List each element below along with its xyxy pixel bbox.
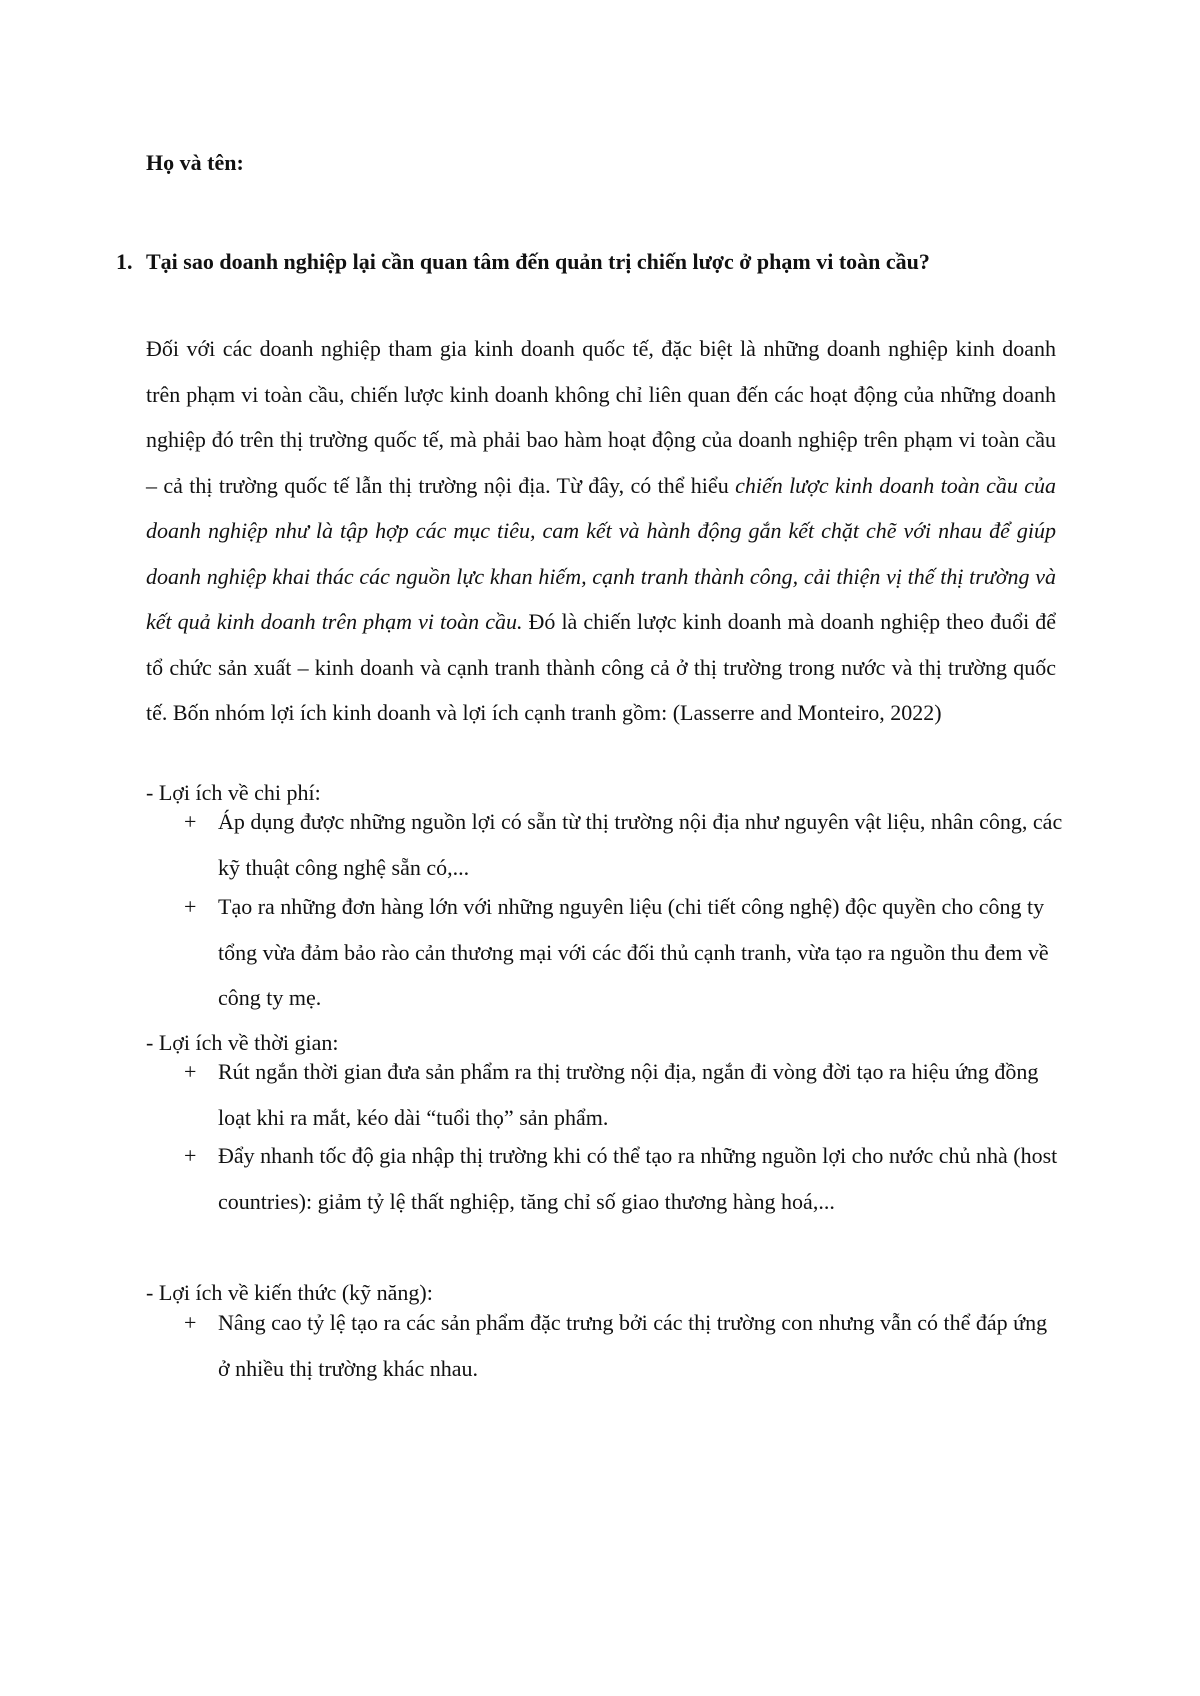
benefit-title-cost: - Lợi ích về chi phí: — [146, 780, 321, 805]
bullet-mark: + — [184, 1310, 197, 1335]
answer-text-part2: Đó là chiến lược kinh doanh mà doanh nghiệp theo đuổi để tổ chức sản xuất – kinh doanh và cạnh tranh thành công cả ở thị trường trong nước và thị trường quốc tế. Bốn nhóm lợi ích kinh doanh và lợi ích cạnh tranh gồm: (Lasserre and Monteiro, 2022) — [146, 609, 1056, 725]
list-item — [184, 1133, 1064, 1224]
benefit-title-time: - Lợi ích về thời gian: — [146, 1030, 339, 1055]
list-item — [184, 884, 1064, 1021]
bullet-mark: + — [184, 1059, 197, 1084]
list-item — [184, 1300, 1064, 1391]
list-item — [184, 799, 1064, 890]
list-item-text: Áp dụng được những nguồn lợi có sẵn từ thị trường nội địa như nguyên vật liệu, nhân công, các kỹ thuật công nghệ sẵn có,... — [218, 809, 1063, 880]
list-item-text: Đẩy nhanh tốc độ gia nhập thị trường khi có thể tạo ra những nguồn lợi cho nước chủ nhà (host countries): giảm tỷ lệ thất nghiệp, tăng chỉ số giao thương hàng hoá,... — [218, 1143, 1058, 1214]
list-item-text: Tạo ra những đơn hàng lớn với những nguyên liệu (chi tiết công nghệ) độc quyền cho công ty tổng vừa đảm bảo rào cản thương mại với các đối thủ cạnh tranh, vừa tạo ra nguồn thu đem về công ty mẹ. — [218, 894, 1049, 1010]
question-number: 1. — [116, 249, 133, 274]
list-item-text: Nâng cao tỷ lệ tạo ra các sản phẩm đặc trưng bởi các thị trường con nhưng vẫn có thể đáp ứng ở nhiều thị trường khác nhau. — [218, 1310, 1048, 1381]
question-text: Tại sao doanh nghiệp lại cần quan tâm đến quản trị chiến lược ở phạm vi toàn cầu? — [146, 249, 930, 274]
answer-text-italic: chiến lược kinh doanh toàn cầu của doanh nghiệp như là tập hợp các mục tiêu, cam kết và hành động gắn kết chặt chẽ với nhau để giúp doanh nghiệp khai thác các nguồn lực khan hiếm, cạnh tranh thành công, cải thiện vị thế thị trường và kết quả kinh doanh trên phạm vi toàn cầu. — [146, 472, 1056, 634]
bullet-mark: + — [184, 894, 197, 919]
list-item — [184, 1049, 1064, 1140]
bullet-mark: + — [184, 1143, 197, 1168]
bullet-mark: + — [184, 809, 197, 834]
name-label: Họ và tên: — [146, 150, 244, 175]
question-1 — [116, 239, 1056, 284]
answer-text-part1: Đối với các doanh nghiệp tham gia kinh doanh quốc tế, đặc biệt là những doanh nghiệp kinh doanh trên phạm vi toàn cầu, chiến lược kinh doanh không chỉ liên quan đến các hoạt động của những doanh nghiệp đó trên thị trường quốc tế, mà phải bao hàm hoạt động của doanh nghiệp trên phạm vi toàn cầu – cả thị trường quốc tế lẫn thị trường nội địa. Từ đây, có thể hiểu — [146, 336, 1056, 498]
benefit-title-knowledge: - Lợi ích về kiến thức (kỹ năng): — [146, 1280, 433, 1305]
list-item-text: Rút ngắn thời gian đưa sản phẩm ra thị trường nội địa, ngắn đi vòng đời tạo ra hiệu ứng đồng loạt khi ra mắt, kéo dài “tuổi thọ” sản phẩm. — [218, 1059, 1039, 1130]
answer-paragraph — [146, 326, 1056, 736]
